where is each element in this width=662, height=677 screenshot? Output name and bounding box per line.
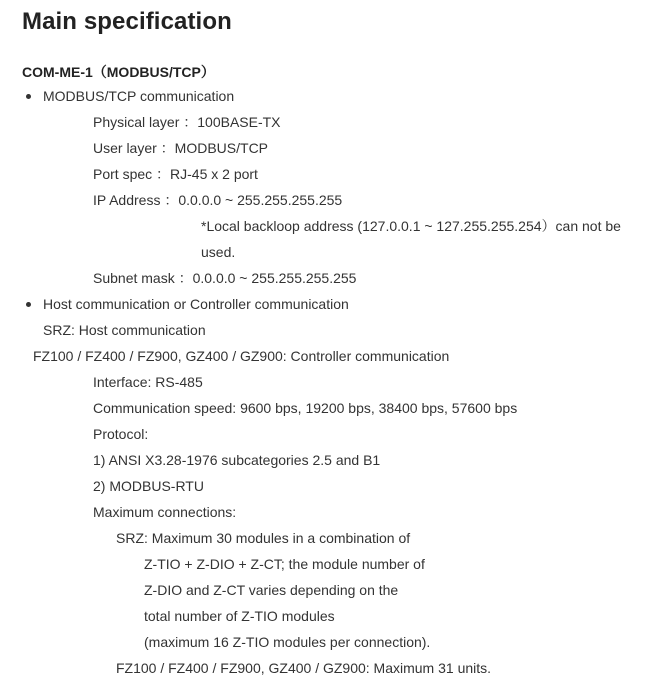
fz-controller-line: FZ100 / FZ400 / FZ900, GZ400 / GZ900: Controller communication: [33, 348, 450, 364]
port-spec: Port spec ：RJ-45 x 2 port: [93, 166, 258, 182]
user-layer: User layer ：MODBUS/TCP: [93, 140, 269, 156]
ip-note-line-2: used.: [201, 244, 236, 260]
srz-max-line-4: total number of Z-TIO modules: [144, 608, 335, 624]
max-connections-label: Maximum connections:: [93, 504, 237, 520]
modbus-heading: MODBUS/TCP communication: [43, 88, 235, 104]
subnet-mask: Subnet mask ：0.0.0.0 ~ 255.255.255.255: [93, 270, 357, 286]
srz-max-line-5: (maximum 16 Z-TIO modules per connection).: [144, 634, 431, 650]
bullet-icon: [26, 94, 31, 99]
protocol-label: Protocol:: [93, 426, 149, 442]
page-title: Main specification: [22, 8, 232, 35]
fz-max-line: FZ100 / FZ400 / FZ900, GZ400 / GZ900: Maximum 31 units.: [116, 660, 492, 676]
srz-max-line-2: Z-TIO + Z-DIO + Z-CT; the module number of: [144, 556, 425, 572]
product-subtitle: COM-ME-1（MODBUS/TCP）: [22, 64, 215, 80]
physical-layer: Physical layer ：100BASE-TX: [93, 114, 281, 130]
srz-max-line-1: SRZ: Maximum 30 modules in a combination of: [116, 530, 411, 546]
srz-max-line-3: Z-DIO and Z-CT varies depending on the: [144, 582, 399, 598]
srz-host-line: SRZ: Host communication: [43, 322, 206, 338]
interface: Interface: RS-485: [93, 374, 203, 390]
ip-note-line-1: *Local backloop address (127.0.0.1 ~ 127.255.255.254）can not be: [201, 218, 621, 234]
protocol-2: 2) MODBUS-RTU: [93, 478, 204, 494]
bullet-icon: [26, 302, 31, 307]
communication-speed: Communication speed: 9600 bps, 19200 bps, 38400 bps, 57600 bps: [93, 400, 518, 416]
protocol-1: 1) ANSI X3.28-1976 subcategories 2.5 and B1: [93, 452, 381, 468]
ip-address: IP Address ：0.0.0.0 ~ 255.255.255.255: [93, 192, 343, 208]
host-heading: Host communication or Controller communication: [43, 296, 349, 312]
